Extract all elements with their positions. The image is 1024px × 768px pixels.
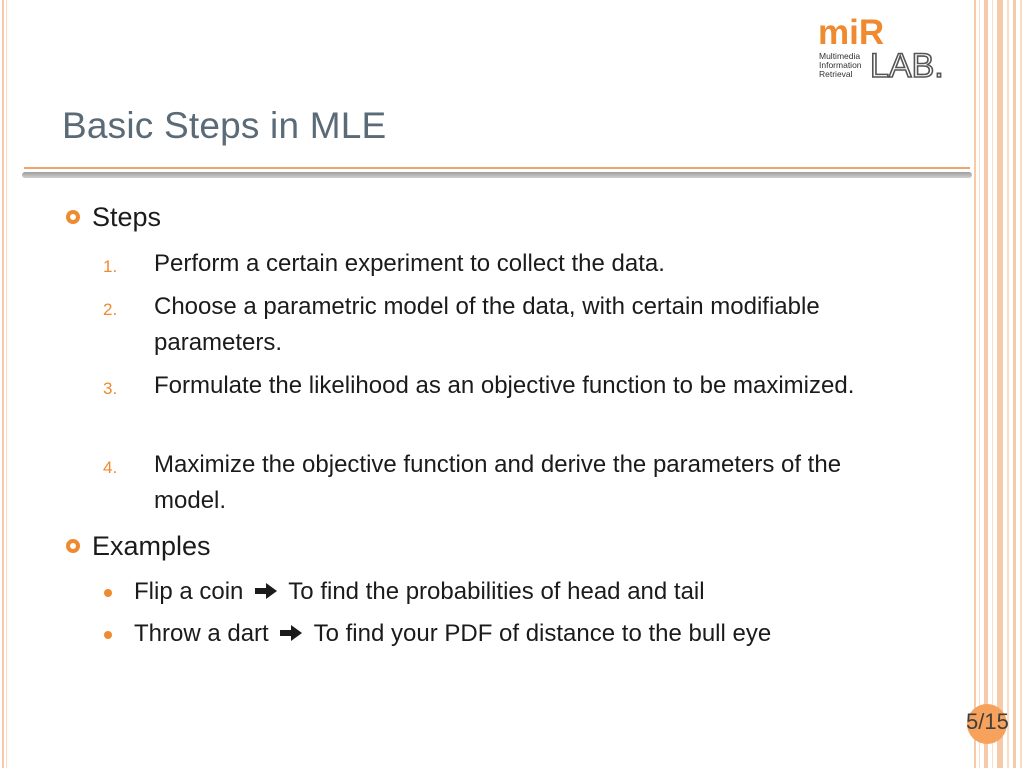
dot-bullet-icon	[104, 589, 112, 597]
step-text: Maximize the objective function and derive the parameters of the model.	[154, 451, 842, 514]
ring-bullet-icon	[66, 210, 80, 224]
logo-line-1: Multimedia	[819, 51, 861, 61]
example-action: Flip a coin	[134, 578, 244, 605]
step-text: Choose a parametric model of the data, with certain modifiable parameters.	[154, 293, 820, 356]
examples-heading: Examples	[92, 531, 211, 561]
logo-line-3: Retrieval	[819, 69, 853, 79]
page-number: 5/15	[966, 709, 1009, 734]
slide-title: Basic Steps in MLE	[62, 105, 387, 146]
step-text: Perform a certain experiment to collect the data.	[154, 250, 665, 277]
example-goal: To find the probabilities of head and tail	[288, 578, 705, 605]
dot-bullet-icon	[104, 631, 112, 639]
arrow-right-icon	[254, 581, 278, 601]
logo-line-2: Information	[819, 60, 862, 70]
step-text: Formulate the likelihood as an objective function to be maximized.	[154, 372, 855, 399]
step-number: 3.	[103, 379, 118, 398]
steps-heading: Steps	[92, 202, 162, 232]
example-action: Throw a dart	[134, 620, 269, 647]
logo-brand-top: miR	[818, 14, 885, 52]
example-goal: To find your PDF of distance to the bull eye	[313, 620, 772, 647]
step-number: 1.	[103, 257, 118, 276]
ring-bullet-icon	[66, 539, 80, 553]
logo-brand-bottom: LAB.	[870, 47, 944, 80]
step-number: 2.	[103, 300, 118, 319]
arrow-right-icon	[279, 623, 303, 643]
step-number: 4.	[103, 458, 118, 477]
